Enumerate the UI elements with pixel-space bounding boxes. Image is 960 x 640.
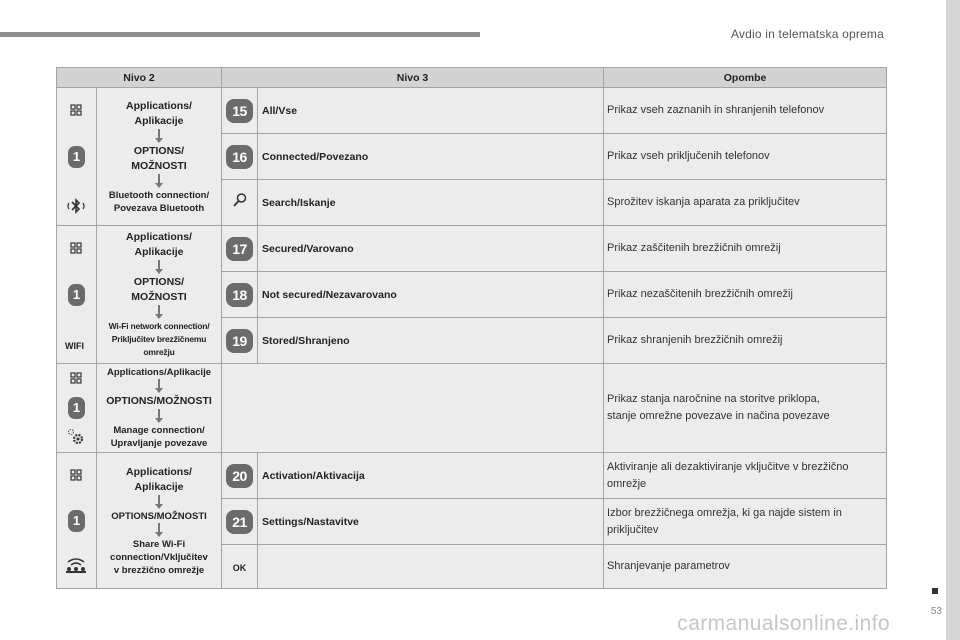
down-arrow-icon — [154, 129, 164, 144]
down-arrow-icon — [154, 523, 164, 538]
level3-label: Stored/Shranjeno — [258, 318, 604, 364]
number-badge: 16 — [226, 145, 253, 169]
group-icon-cell-share — [57, 453, 97, 589]
number-badge: 21 — [226, 510, 253, 534]
path-step: OPTIONS/MOŽNOSTI — [111, 510, 207, 522]
number-badge: 18 — [226, 283, 253, 307]
group-icon-cell-manage — [57, 364, 97, 453]
path-step: OPTIONS/ — [133, 144, 185, 157]
note-text: Sprožitev iskanja aparata za priključitev — [604, 180, 887, 226]
path-step: Applications/ — [126, 99, 192, 112]
path-step: Priključitev brezžičnemu omrežju — [111, 334, 207, 357]
level3-label: Connected/Povezano — [258, 134, 604, 180]
group-badge: 1 — [68, 146, 85, 168]
running-title: Avdio in telematska oprema — [730, 27, 884, 41]
column-header-level3: Nivo 3 — [222, 68, 604, 88]
note-text: Izbor brezžičnega omrežja, ki ga najde sistem in priključitev — [604, 499, 887, 545]
header-rule — [0, 32, 480, 37]
path-step: MOŽNOSTI — [131, 291, 187, 303]
bluetooth-icon — [67, 197, 85, 215]
down-arrow-icon — [154, 260, 164, 275]
applications-grid-icon — [70, 104, 82, 116]
number-badge: 15 — [226, 99, 253, 123]
number-badge: 20 — [226, 464, 253, 488]
path-step: Share Wi-Fi — [132, 538, 186, 550]
ok-label: OK — [232, 562, 247, 573]
share-wifi-icon — [65, 556, 87, 574]
page-marker — [932, 588, 938, 594]
applications-grid-icon — [70, 469, 82, 481]
down-arrow-icon — [154, 305, 164, 320]
note-text: Prikaz vseh zaznanih in shranjenih telefonov — [604, 88, 887, 134]
note-text: Prikaz shranjenih brezžičnih omrežij — [604, 318, 887, 364]
path-step: Manage connection/ — [113, 425, 205, 436]
down-arrow-icon — [154, 409, 164, 424]
group-icon-cell-bluetooth — [57, 88, 97, 226]
down-arrow-icon — [154, 174, 164, 189]
level3-label: All/Vse — [258, 88, 604, 134]
table-row-secured — [57, 226, 887, 272]
note-text: Prikaz zaščitenih brezžičnih omrežij — [604, 226, 887, 272]
path-bluetooth — [97, 88, 222, 226]
applications-grid-icon — [70, 372, 82, 384]
path-step: OPTIONS/MOŽNOSTI — [106, 395, 212, 407]
level3-label: Settings/Nastavitve — [258, 499, 604, 545]
table-row-all — [57, 88, 887, 134]
gear-icon — [67, 428, 85, 446]
path-step: Bluetooth connection/ — [108, 189, 210, 201]
level3-label: Activation/Aktivacija — [258, 453, 604, 499]
search-icon — [232, 192, 248, 208]
path-wifi — [97, 226, 222, 364]
level3-label: Secured/Varovano — [258, 226, 604, 272]
applications-grid-icon — [70, 242, 82, 254]
note-text: Aktiviranje ali dezaktiviranje vključitve v brezžično omrežje — [604, 453, 887, 499]
note-text: Prikaz nezaščitenih brezžičnih omrežij — [604, 272, 887, 318]
down-arrow-icon — [154, 379, 164, 394]
path-share — [97, 453, 222, 589]
path-step: v brezžično omrežje — [113, 564, 205, 576]
column-header-level2: Nivo 2 — [57, 68, 222, 88]
path-step: Applications/ — [126, 465, 192, 478]
column-header-notes: Opombe — [604, 68, 887, 88]
path-step: MOŽNOSTI — [131, 159, 187, 172]
level3-label: Not secured/Nezavarovano — [258, 272, 604, 318]
group-icon-cell-wifi — [57, 226, 97, 364]
group-badge: 1 — [68, 397, 85, 419]
path-step: OPTIONS/ — [133, 276, 185, 288]
path-step: Applications/Aplikacije — [107, 367, 211, 378]
level3-label: Search/Iskanje — [258, 180, 604, 226]
watermark: carmanualsonline.info — [677, 612, 890, 635]
path-step: Wi-Fi network connection/ — [108, 321, 210, 331]
note-text: Shranjevanje parametrov — [604, 545, 887, 589]
down-arrow-icon — [154, 495, 164, 510]
wifi-icon: WIFI — [65, 341, 84, 351]
menu-table — [56, 67, 887, 589]
page-side-strip — [946, 0, 960, 640]
path-step: Povezava Bluetooth — [113, 202, 205, 214]
path-step: Aplikacije — [134, 246, 184, 258]
path-step: Applications/ — [126, 231, 192, 243]
table-row-manage — [57, 364, 887, 453]
page-number: 53 — [930, 606, 942, 617]
group-badge: 1 — [68, 284, 85, 306]
path-step: Upravljanje povezave — [110, 438, 208, 449]
note-text: Prikaz vseh priključenih telefonov — [604, 134, 887, 180]
path-step: connection/Vključitev — [110, 551, 208, 563]
table-row-activation — [57, 453, 887, 499]
number-badge: 17 — [226, 237, 253, 261]
path-manage — [97, 364, 222, 453]
group-badge: 1 — [68, 510, 85, 532]
path-step: Aplikacije — [134, 114, 184, 127]
path-step: Aplikacije — [134, 480, 184, 493]
note-text: Prikaz stanja naročnine na storitve priklopa, stanje omrežne povezave in načina povezave — [604, 364, 887, 453]
number-badge: 19 — [226, 329, 253, 353]
